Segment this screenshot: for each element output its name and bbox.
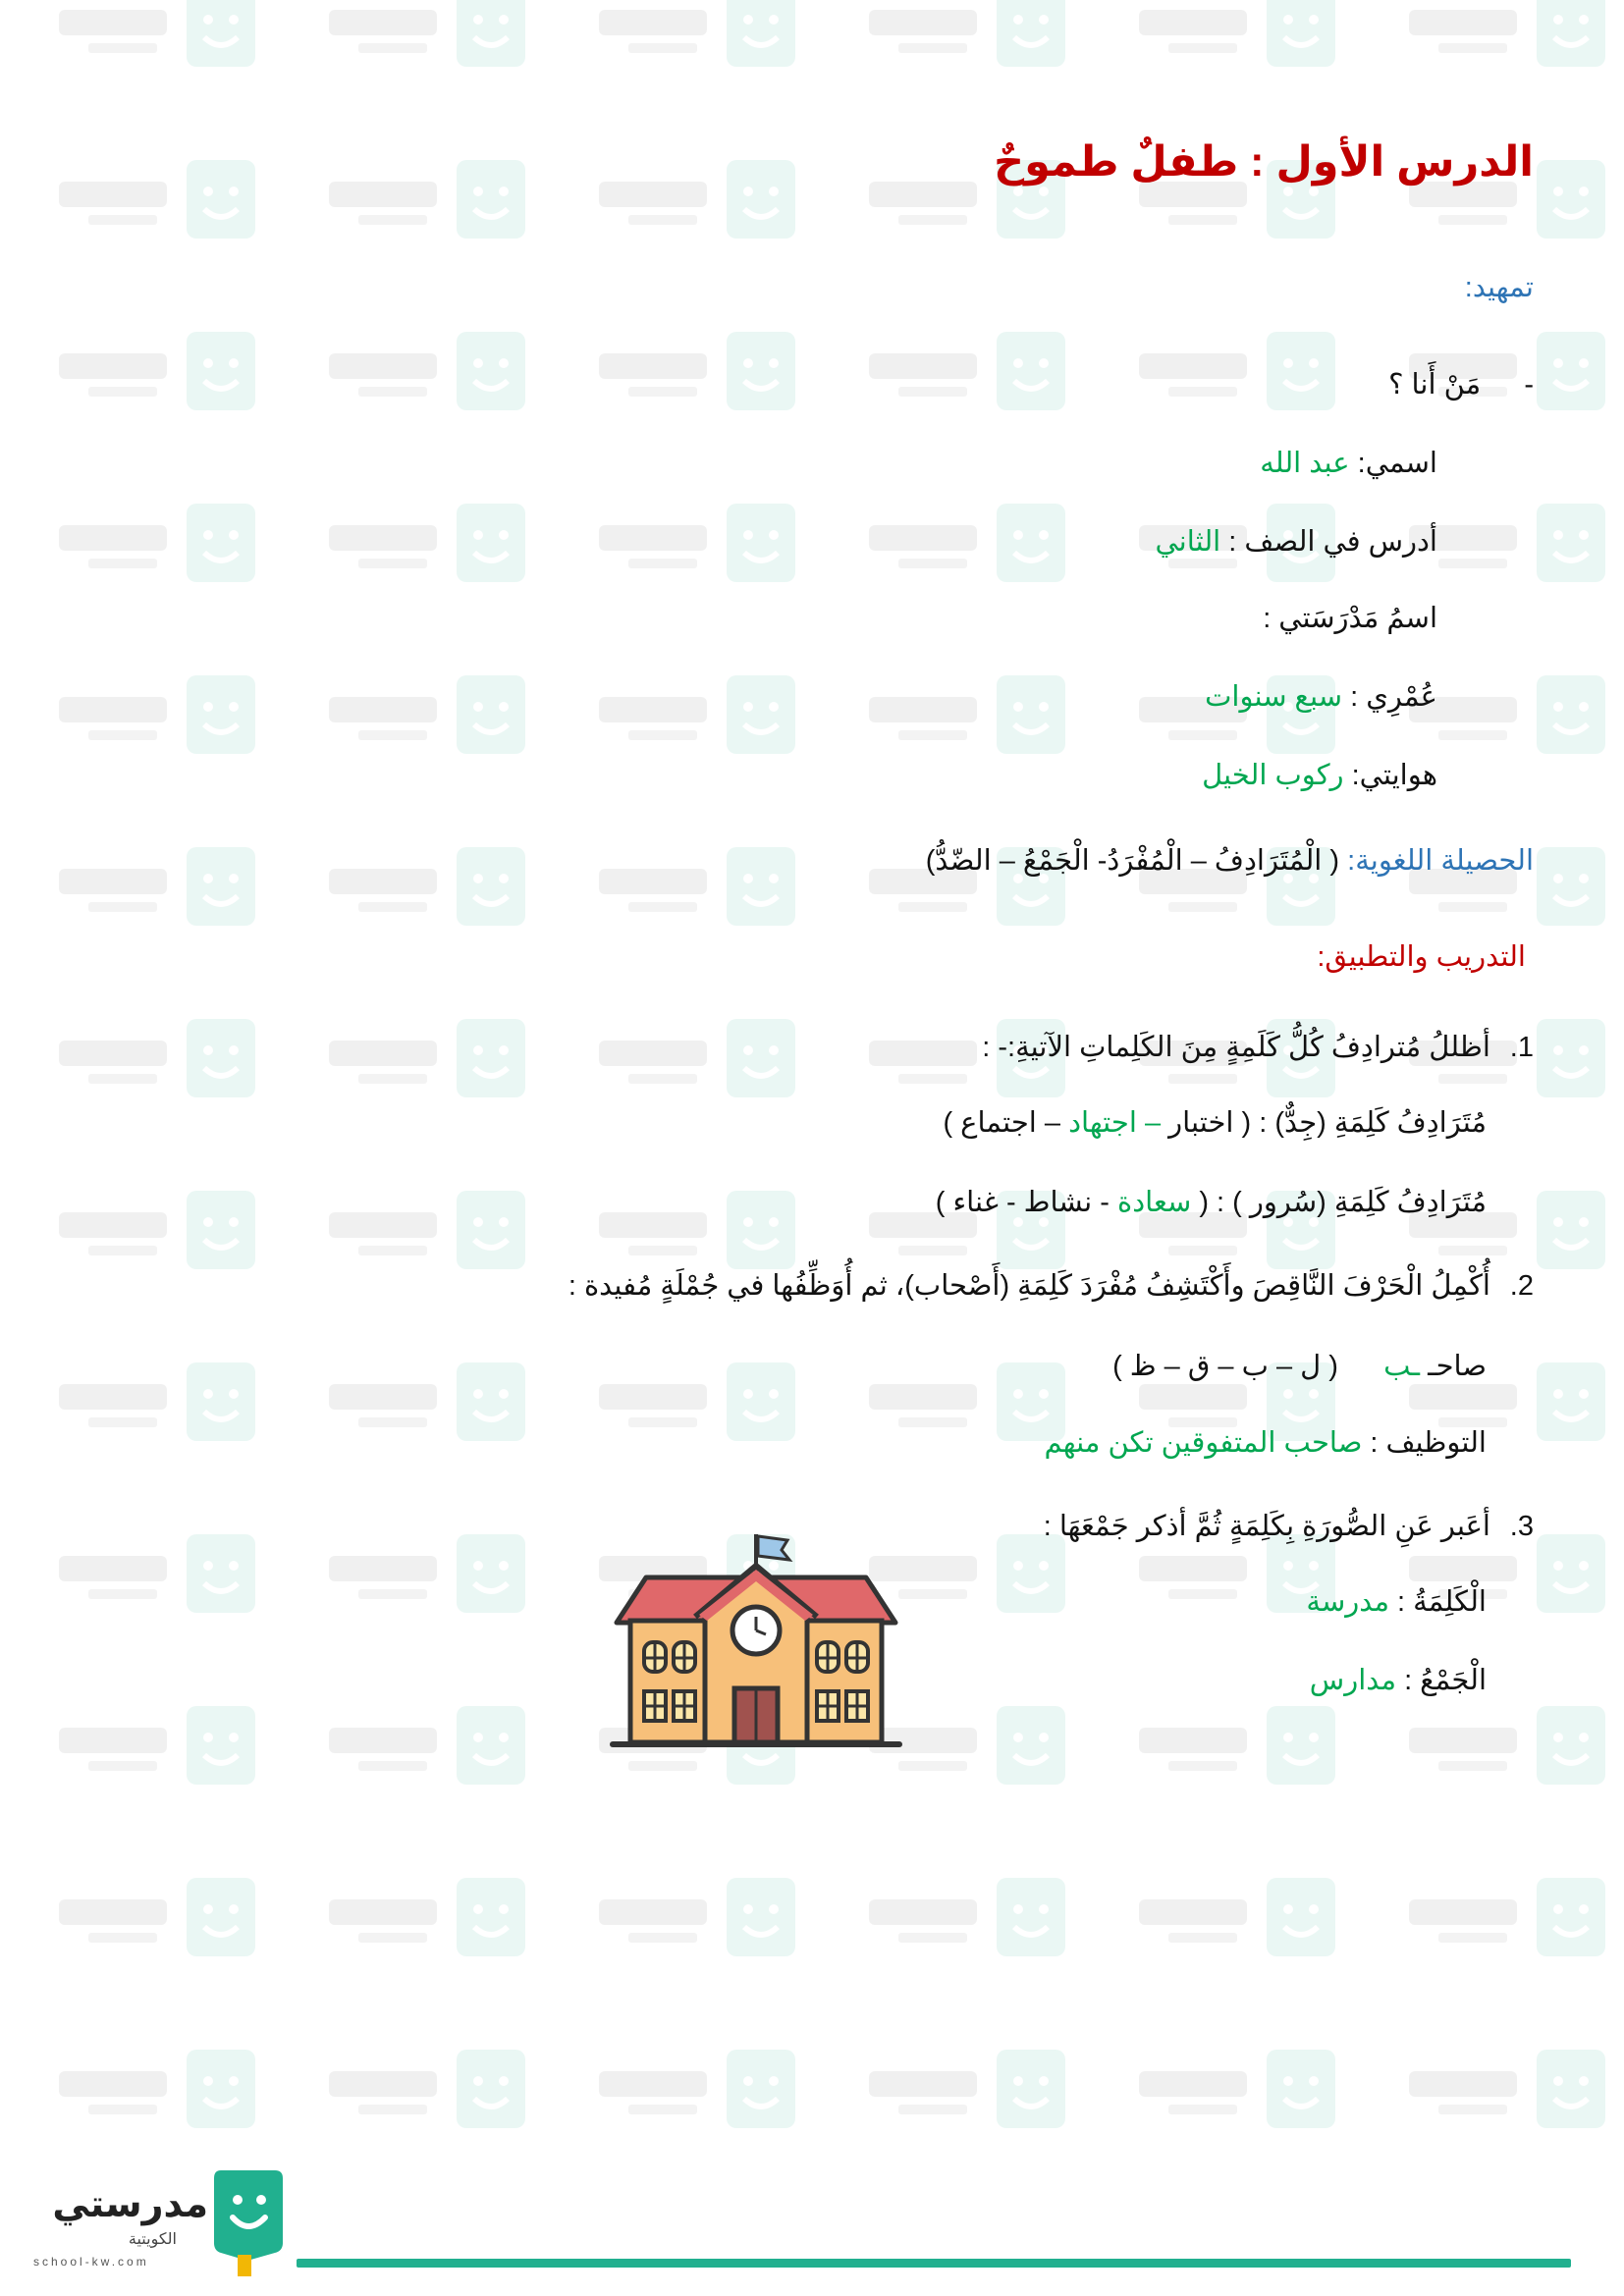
- name-line: [1260, 444, 1437, 483]
- hobby-line: [1202, 756, 1437, 795]
- q2-usage-label: التوظيف :: [1362, 1427, 1487, 1459]
- hobby-label: هوايتي:: [1343, 760, 1437, 791]
- q3-prompt: [1044, 1507, 1534, 1546]
- hobby-value: ركوب الخيل: [1202, 760, 1344, 791]
- q1-line2: [936, 1183, 1487, 1222]
- q3-number: 3.: [1509, 1511, 1534, 1542]
- q1-line2-label: مُتَرَادِفُ كَلِمَةِ (سُرور ) : (: [1191, 1187, 1487, 1218]
- q3-plural-line: [1310, 1661, 1487, 1700]
- age-line: [1205, 677, 1437, 717]
- name-value: عبد الله: [1260, 448, 1350, 479]
- q1-line1: [943, 1103, 1487, 1143]
- q1-line2-rest: - نشاط - غناء ): [935, 1187, 1118, 1218]
- q2-word-line: [1112, 1347, 1487, 1386]
- age-value: سبع سنوات: [1205, 681, 1343, 713]
- grade-label: أدرس في الصف :: [1220, 526, 1437, 558]
- q2-usage-value: صاحب المتفوقين تكن منهم: [1044, 1427, 1363, 1459]
- q3-plural-value: مدارس: [1309, 1665, 1397, 1696]
- q1-text: أظللُ مُترادِفُ كُلُّ كَلَمِةٍ مِنَ الكَلِماتِ الآتيةِ:- :: [982, 1032, 1490, 1063]
- q3-word-label: الْكَلِمَةُ :: [1389, 1586, 1487, 1618]
- intro-question: [1388, 365, 1534, 404]
- q2-options: ( ل – ب – ق – ظ ): [1112, 1351, 1338, 1382]
- bullet: -: [1524, 369, 1534, 400]
- q1-line2-answer: سعادة: [1117, 1187, 1192, 1218]
- lesson-title: الدرس الأول : طفلٌ طموحٌ: [994, 138, 1534, 186]
- school-building-icon: [609, 1526, 903, 1752]
- q2-word-prefix: صاحـ: [1420, 1351, 1487, 1382]
- intro-heading: تمهيد:: [1464, 272, 1534, 303]
- logo-url: school-kw.com: [33, 2255, 149, 2269]
- q2-prompt: [568, 1266, 1534, 1306]
- q2-text: أُكْمِلُ الْحَرْفَ النَّاقِصَ وأَكْتَشِفُ مُفْرَدَ كَلِمَةِ (أَصْحاب)، ثم أُوَظِّفُها في جُمْلَةٍ مُفيدة :: [568, 1270, 1490, 1302]
- footer-logo: [29, 2164, 285, 2282]
- footer-divider: [297, 2259, 1571, 2268]
- q1-line1-label: مُتَرَادِفُ كَلِمَةِ (جِدٌّ) : ( اختبار: [1161, 1107, 1487, 1139]
- q3-word-value: مدرسة: [1306, 1586, 1389, 1618]
- q2-word-answer: ـب: [1383, 1351, 1421, 1382]
- q1-line1-answer: اجتهاد: [1068, 1107, 1137, 1139]
- school-label: اسمُ مَدْرَسَتي :: [1263, 603, 1437, 634]
- q1-line1-rest: – اجتماع ): [943, 1107, 1069, 1139]
- q2-number: 2.: [1509, 1270, 1534, 1302]
- q1-prompt: [982, 1028, 1534, 1067]
- grade-value: الثاني: [1155, 526, 1221, 558]
- age-label: عُمْرِي :: [1342, 681, 1437, 713]
- q1-line1-sep: –: [1136, 1107, 1162, 1139]
- q2-usage-line: [1044, 1423, 1487, 1463]
- question-text: مَنْ أَنا ؟: [1388, 369, 1482, 400]
- vocab-items: ( الْمُتَرَادِفُ – الْمُفْرَدُ- الْجَمْعُ – الضّدُّ): [925, 845, 1340, 877]
- practice-heading: التدريب والتطبيق:: [1317, 941, 1526, 973]
- q3-plural-label: الْجَمْعُ :: [1396, 1665, 1487, 1696]
- vocab-label: الحصيلة اللغوية:: [1347, 845, 1534, 877]
- vocab-line: [926, 841, 1534, 881]
- q3-word-line: [1306, 1582, 1487, 1622]
- grade-line: [1156, 522, 1438, 561]
- logo-text: مدرستي: [52, 2184, 208, 2225]
- q3-text: أعَبر عَنِ الصُّورَةِ بِكَلِمَةٍ ثُمَّ أذكر جَمْعَهَا :: [1043, 1511, 1490, 1542]
- q1-number: 1.: [1509, 1032, 1534, 1063]
- logo-subtext: الكويتية: [128, 2231, 177, 2248]
- school-line: [1263, 599, 1437, 638]
- name-label: اسمي:: [1349, 448, 1437, 479]
